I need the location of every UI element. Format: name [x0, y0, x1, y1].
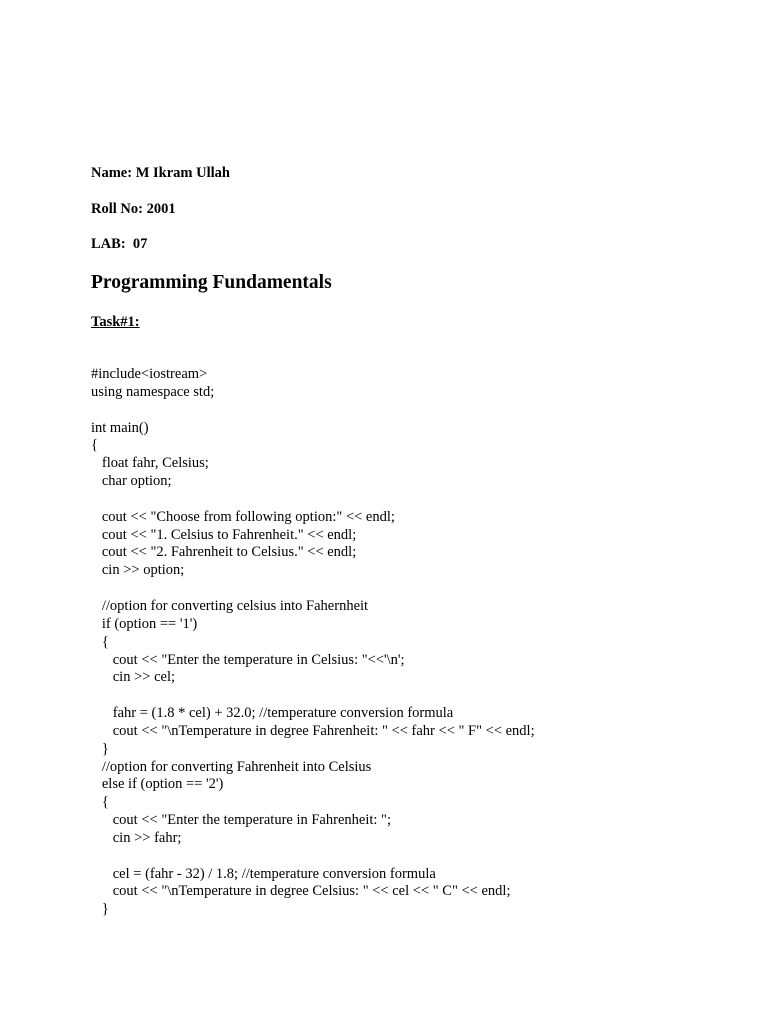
code-line: cout << "Enter the temperature in Celsius: "<<'\n';	[91, 651, 405, 668]
code-line: }	[91, 740, 109, 757]
page-title: Programming Fundamentals	[91, 272, 332, 293]
code-line: //option for converting celsius into Fahernheit	[91, 597, 369, 614]
code-line: cin >> fahr;	[91, 829, 182, 846]
code-line: fahr = (1.8 * cel) + 32.0; //temperature conversion formula	[91, 705, 454, 722]
code-line: if (option == '1')	[91, 615, 198, 632]
code-line: using namespace std;	[91, 383, 215, 400]
code-line: else if (option == '2')	[91, 776, 224, 793]
code-line: char option;	[91, 473, 172, 490]
code-line: cout << "\nTemperature in degree Fahrenheit: " << fahr << " F" << endl;	[91, 722, 535, 739]
code-line	[91, 491, 751, 509]
code-line: cout << "Enter the temperature in Fahrenheit: ";	[91, 812, 391, 829]
code-line	[91, 580, 751, 598]
task-label: Task#1:	[91, 314, 140, 330]
code-line: //option for converting Fahrenheit into Celsius	[91, 758, 372, 775]
code-line: cel = (fahr - 32) / 1.8; //temperature conversion formula	[91, 865, 436, 882]
code-line	[91, 848, 751, 866]
code-line: cout << "\nTemperature in degree Celsius: " << cel << " C" << endl;	[91, 883, 511, 900]
code-line: {	[91, 633, 109, 650]
code-line: float fahr, Celsius;	[91, 455, 209, 472]
code-line: cout << "Choose from following option:" << endl;	[91, 508, 395, 525]
code-line: cout << "2. Fahrenheit to Celsius." << endl;	[91, 544, 357, 561]
code-line: }	[91, 901, 109, 918]
code-line: cin >> cel;	[91, 669, 175, 686]
code-line: {	[91, 794, 109, 811]
lab-number: LAB: 07	[91, 236, 148, 252]
code-line: cin >> option;	[91, 562, 185, 579]
code-line: {	[91, 437, 98, 454]
code-line	[91, 402, 751, 420]
code-block	[91, 366, 751, 919]
student-name: Name: M Ikram Ullah	[91, 165, 230, 181]
code-line: int main()	[91, 419, 149, 436]
code-line	[91, 687, 751, 705]
roll-number: Roll No: 2001	[91, 201, 176, 217]
code-line: #include<iostream>	[91, 366, 208, 382]
code-line: cout << "1. Celsius to Fahrenheit." << endl;	[91, 526, 357, 543]
